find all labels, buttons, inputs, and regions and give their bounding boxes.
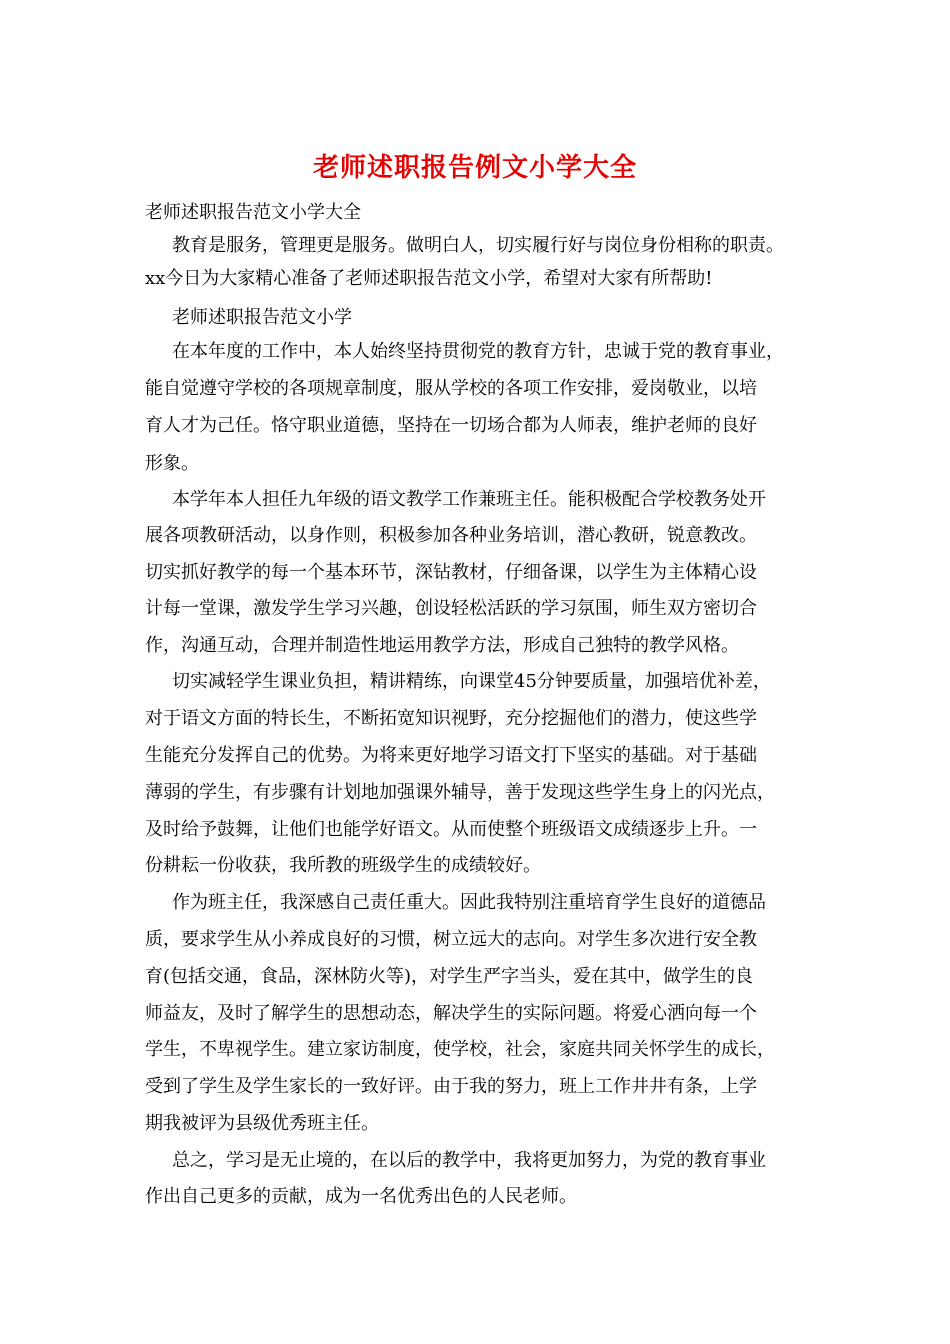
paragraph-line: 对于语文方面的特长生，不断拓宽知识视野，充分挖掘他们的潜力，使这些学	[145, 708, 757, 729]
paragraph-line: 育(包括交通，食品，深林防火等)，对学生严字当头，爱在其中，做学生的良	[145, 966, 754, 987]
paragraph-line: 能自觉遵守学校的各项规章制度，服从学校的各项工作安排，爱岗敬业，以培	[145, 378, 757, 399]
paragraph-line: 切实抓好教学的每一个基本环节，深钻教材，仔细备课，以学生为主体精心设	[145, 562, 757, 583]
paragraph-line: 计每一堂课，激发学生学习兴趣，创设轻松活跃的学习氛围，师生双方密切合	[145, 598, 757, 619]
document-title: 老师述职报告例文小学大全	[312, 153, 637, 183]
paragraph-line: 师益友，及时了解学生的思想动态，解决学生的实际问题。将爱心洒向每一个	[145, 1003, 757, 1024]
paragraph-line: 作出自己更多的贡献，成为一名优秀出色的人民老师。	[145, 1186, 577, 1207]
paragraph-line: 教育是服务，管理更是服务。做明白人，切实履行好与岗位身份相称的职责。	[172, 235, 784, 256]
paragraph-line: 学生，不卑视学生。建立家访制度，使学校，社会，家庭共同关怀学生的成长，	[145, 1039, 775, 1060]
paragraph-line: 期我被评为县级优秀班主任。	[145, 1113, 379, 1134]
paragraph-line: 生能充分发挥自己的优势。为将来更好地学习语文打下坚实的基础。对于基础	[145, 745, 757, 766]
paragraph-line: 及时给予鼓舞，让他们也能学好语文。从而使整个班级语文成绩逐步上升。一	[145, 819, 757, 840]
paragraph-line: 受到了学生及学生家长的一致好评。由于我的努力，班上工作井井有条，上学	[145, 1076, 757, 1097]
paragraph-line: 份耕耘一份收获，我所教的班级学生的成绩较好。	[145, 855, 541, 876]
paragraph-line: 育人才为己任。恪守职业道德，坚持在一切场合都为人师表，维护老师的良好	[145, 415, 757, 436]
paragraph-line: 薄弱的学生，有步骤有计划地加强课外辅导，善于发现这些学生身上的闪光点，	[145, 782, 775, 803]
paragraph-line: 质，要求学生从小养成良好的习惯，树立远大的志向。对学生多次进行安全教	[145, 929, 757, 950]
paragraph-line: 切实减轻学生课业负担，精讲精练，向课堂45分钟要质量，加强培优补差，	[172, 671, 771, 692]
paragraph-line: xx今日为大家精心准备了老师述职报告范文小学，希望对大家有所帮助!	[145, 268, 713, 289]
paragraph-line: 作为班主任，我深感自己责任重大。因此我特别注重培育学生良好的道德品	[172, 892, 766, 913]
paragraph-line: 总之，学习是无止境的，在以后的教学中，我将更加努力，为党的教育事业	[172, 1150, 766, 1171]
paragraph-line: 展各项教研活动，以身作则，积极参加各种业务培训，潜心教研，锐意教改。	[145, 525, 757, 546]
paragraph-line: 本学年本人担任九年级的语文教学工作兼班主任。能积极配合学校教务处开	[172, 489, 766, 510]
subtitle-line: 老师述职报告范文小学大全	[145, 202, 361, 223]
paragraph-line: 作，沟通互动，合理并制造性地运用教学方法，形成自己独特的教学风格。	[145, 635, 739, 656]
paragraph-line: 在本年度的工作中，本人始终坚持贯彻党的教育方针，忠诚于党的教育事业，	[172, 341, 784, 362]
section-heading: 老师述职报告范文小学	[172, 307, 352, 328]
paragraph-line: 形象。	[145, 453, 199, 474]
